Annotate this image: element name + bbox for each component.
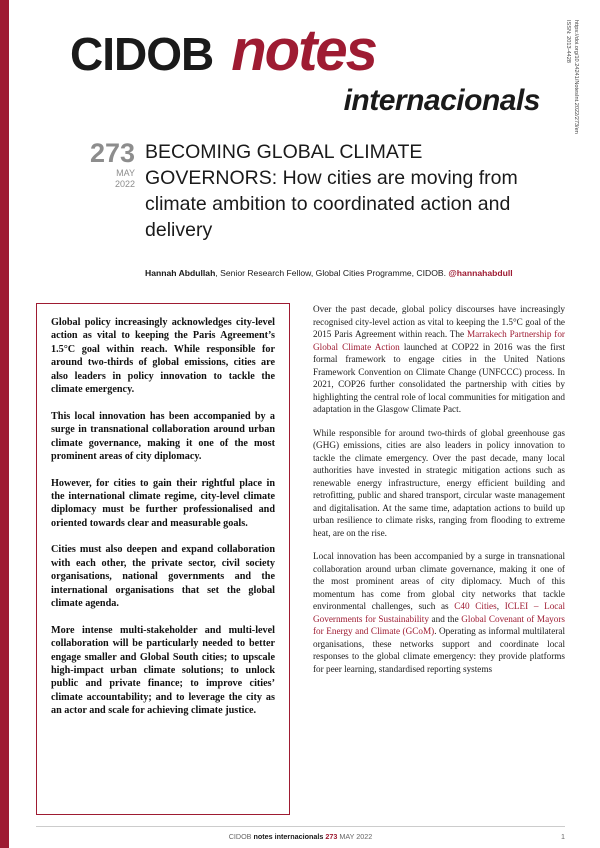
key-point: This local innovation has been accompanied by a surge in transnational collaboration around urban climate governance, making it one of the most prominent areas of city diplomacy. — [51, 410, 275, 463]
marrakech-partnership-link[interactable]: Marrakech Partnership for Global Climate Action — [313, 329, 565, 352]
footer-brand-cidob: CIDOB — [228, 832, 254, 841]
key-point: More intense multi-stakeholder and multi-level collaboration will be particularly needed to better engage smaller and Global South cities; to upscale high-impact urban climate solutions; to unlock public and private finance; to improve cities’ climate accountability; and to leverage the city as an actor and scale for achieving climate justice. — [51, 624, 275, 717]
paragraph-text: Over the past decade, global policy discourses have increasingly recognised city-level action as vital to keeping the 1.5°C goal of the 2015 Paris Agreement within reach. The — [313, 304, 565, 340]
key-point: Global policy increasingly acknowledges city-level action as vital to keeping the Paris Agreement’s 1.5°C goal within reach. While responsible for around two-thirds of global emissions, cities are also leaders in policy innovation to tackle the climate emergency. — [51, 317, 275, 396]
issn-doi-vertical — [566, 20, 588, 140]
page-number: 1 — [561, 832, 565, 841]
logo-internacionals: internacionals — [343, 84, 540, 117]
body-paragraph — [313, 303, 565, 416]
left-accent-bar — [0, 0, 9, 848]
key-points-box — [36, 303, 290, 815]
masthead — [70, 18, 540, 122]
footer-brand-notes: notes internacionals — [253, 832, 326, 841]
doi-text: https://doi.org/10.24241/NotesInt.2022/273/en — [573, 20, 579, 134]
paragraph-text: , — [496, 601, 505, 612]
footer-issue-number: 273 — [325, 832, 338, 841]
paragraph-text: . Operating as informal multilateral organisations, these networks support and coordinate local responses to the global climate emergency: they provide platforms for peer learning, standardised reporting systems — [313, 626, 565, 674]
body-paragraph — [313, 550, 565, 675]
page-title: BECOMING GLOBAL CLIMATE GOVERNORS: How cities are moving from climate ambition to coordinated action and delivery — [145, 141, 518, 241]
author-affiliation: , Senior Research Fellow, Global Cities Programme, CIDOB. — [215, 268, 449, 278]
iclei-link[interactable]: ICLEI – Local Governments for Sustainability — [313, 601, 565, 624]
author-handle-link[interactable]: @hannahabdull — [448, 268, 513, 278]
issue-month: MAY — [116, 168, 135, 178]
gcom-link[interactable]: Global Covenant of Mayors for Energy and Climate (GCoM) — [313, 613, 565, 637]
issue-year: 2022 — [114, 179, 135, 189]
key-point: Cities must also deepen and expand collaboration with each other, the private sector, civil society organisations, national governments and the international organisations that set the global climate agenda. — [51, 544, 275, 610]
byline — [145, 268, 545, 278]
issue-number: 273 — [89, 138, 135, 168]
body-column — [313, 303, 565, 686]
logo-row — [70, 18, 540, 83]
footer-date: MAY 2022 — [337, 832, 373, 841]
footer-brand — [36, 832, 565, 841]
logo-notes: notes — [231, 18, 376, 83]
footer-divider — [36, 826, 565, 827]
logo-cidob: CIDOB — [70, 28, 214, 80]
issn-text: ISSN: 2013-4428 — [565, 20, 571, 63]
paragraph-text: launched at COP22 in 2016 was the first formal framework to engage cities in the United Nations Framework Convention on Climate Change (UNFCCC) process. In 2021, COP26 further consolidated the partnership with cities by highlighting the central role of local communities for mitigation and adaptation in the Glasgow Climate Pact. — [313, 341, 566, 415]
author-name: Hannah Abdullah — [145, 268, 216, 278]
paragraph-text: Local innovation has been accompanied by a surge in transnational collaboration around urban climate governance, making it one of the most prominent areas of city diplomacy. Much of this momentum has come from global city networks that tackle environmental challenges, such as — [313, 551, 565, 612]
body-paragraph: While responsible for around two-thirds of global greenhouse gas (GHG) emissions, cities are also leaders in policy innovation to tackle the climate emergency. Over the past decade, many local authorities have invested in strategic mitigation actions such as renewable energy infrastructure, energy efficient building and retrofitting, public and shared transport, circular waste management and digitalisation. At the same time, adaptation actions to build up urban resilience to climate risks, ranging from flooding to extreme heat, are on the rise. — [313, 427, 565, 538]
c40-cities-link[interactable]: C40 Cities — [454, 601, 497, 612]
key-point: However, for cities to gain their rightful place in the international climate regime, city-level climate diplomacy must be further professionalised and oriented towards clear and measurable goals. — [51, 477, 275, 529]
paragraph-text: and the — [428, 613, 462, 624]
